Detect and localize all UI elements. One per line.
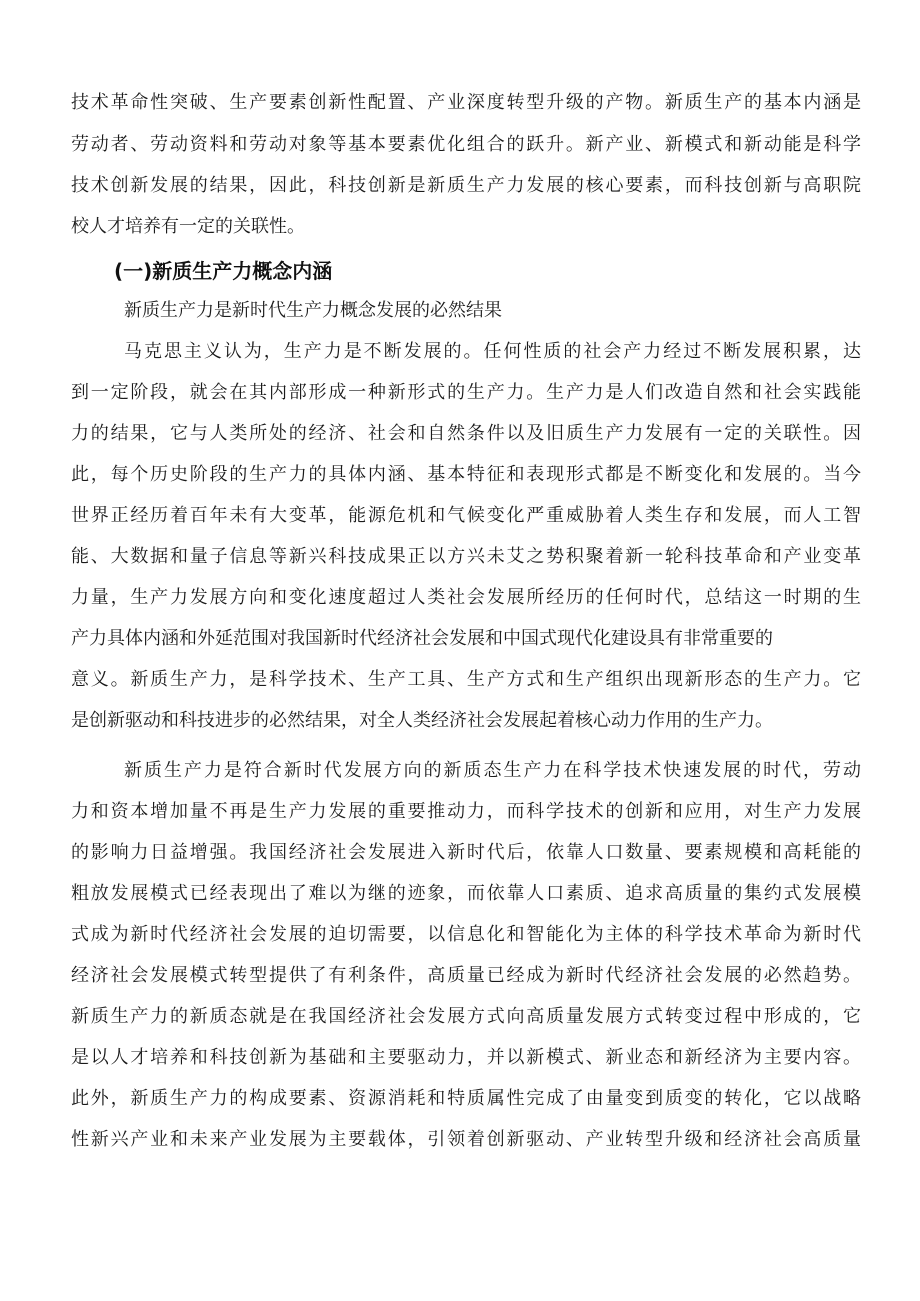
subheading: 新质生产力是新时代生产力概念发展的必然结果 xyxy=(124,300,502,321)
text-line: 此外，新质生产力的构成要素、资源消耗和特质属性完成了由量变到质变的转化，它以战略 xyxy=(71,1088,861,1109)
text-line: 经济社会发展模式转型提供了有利条件，高质量已经成为新时代经济社会发展的必然趋势。 xyxy=(71,965,861,986)
text-line: 世界正经历着百年未有大变革，能源危机和气候变化严重威胁着人类生存和发展，而人工智 xyxy=(71,505,861,526)
text-line: 是创新驱动和科技进步的必然结果，对全人类经济社会发展起着核心动力作用的生产力。 xyxy=(71,710,773,731)
text-line: 力和资本增加量不再是生产力发展的重要推动力，而科学技术的创新和应用，对生产力发展 xyxy=(71,801,861,822)
text-line: 力量，生产力发展方向和变化速度超过人类社会发展所经历的任何时代，总结这一时期的生 xyxy=(71,587,861,608)
text-line: 意义。新质生产力，是科学技术、生产工具、生产方式和生产组织出现新形态的生产力。它 xyxy=(71,669,861,690)
text-line: 性新兴产业和未来产业发展为主要载体，引领着创新驱动、产业转型升级和经济社会高质量 xyxy=(71,1129,861,1150)
text-line: 能、大数据和量子信息等新兴科技成果正以方兴未艾之势积聚着新一轮科技革命和产业变革 xyxy=(71,546,861,567)
text-line: 的影响力日益增强。我国经济社会发展进入新时代后，依靠人口数量、要素规模和高耗能的 xyxy=(71,842,861,863)
text-line: 产力具体内涵和外延范围对我国新时代经济社会发展和中国式现代化建设具有非常重要的 xyxy=(71,628,773,649)
text-line: 校人才培养有一定的关联性。 xyxy=(71,216,305,237)
text-line: 粗放发展模式已经表现出了难以为继的迹象，而依靠人口素质、追求高质量的集约式发展模 xyxy=(71,883,861,904)
text-line: 式成为新时代经济社会发展的迫切需要，以信息化和智能化为主体的科学技术革命为新时代 xyxy=(71,924,861,945)
text-line: 新质生产力是符合新时代发展方向的新质态生产力在科学技术快速发展的时代，劳动 xyxy=(124,760,861,781)
text-line: 新质生产力的新质态就是在我国经济社会发展方式向高质量发展方式转变过程中形成的，它 xyxy=(71,1006,861,1027)
section-heading: (一)新质生产力概念内涵 xyxy=(114,259,333,283)
text-line: 是以人才培养和科技创新为基础和主要驱动力，并以新模式、新业态和新经济为主要内容。 xyxy=(71,1047,861,1068)
text-line: 到一定阶段，就会在其内部形成一种新形式的生产力。生产力是人们改造自然和社会实践能 xyxy=(71,382,861,403)
text-line: 劳动者、劳动资料和劳动对象等基本要素优化组合的跃升。新产业、新模式和新动能是科学 xyxy=(71,134,861,155)
text-line: 技术创新发展的结果，因此，科技创新是新质生产力发展的核心要素，而科技创新与高职院 xyxy=(71,175,861,196)
text-line: 技术革命性突破、生产要素创新性配置、产业深度转型升级的产物。新质生产的基本内涵是 xyxy=(71,92,861,113)
text-line: 力的结果，它与人类所处的经济、社会和自然条件以及旧质生产力发展有一定的关联性。因 xyxy=(71,423,861,444)
text-line: 马克思主义认为，生产力是不断发展的。任何性质的社会产力经过不断发展积累，达 xyxy=(124,341,861,362)
text-line: 此，每个历史阶段的生产力的具体内涵、基本特征和表现形式都是不断变化和发展的。当今 xyxy=(71,464,861,485)
